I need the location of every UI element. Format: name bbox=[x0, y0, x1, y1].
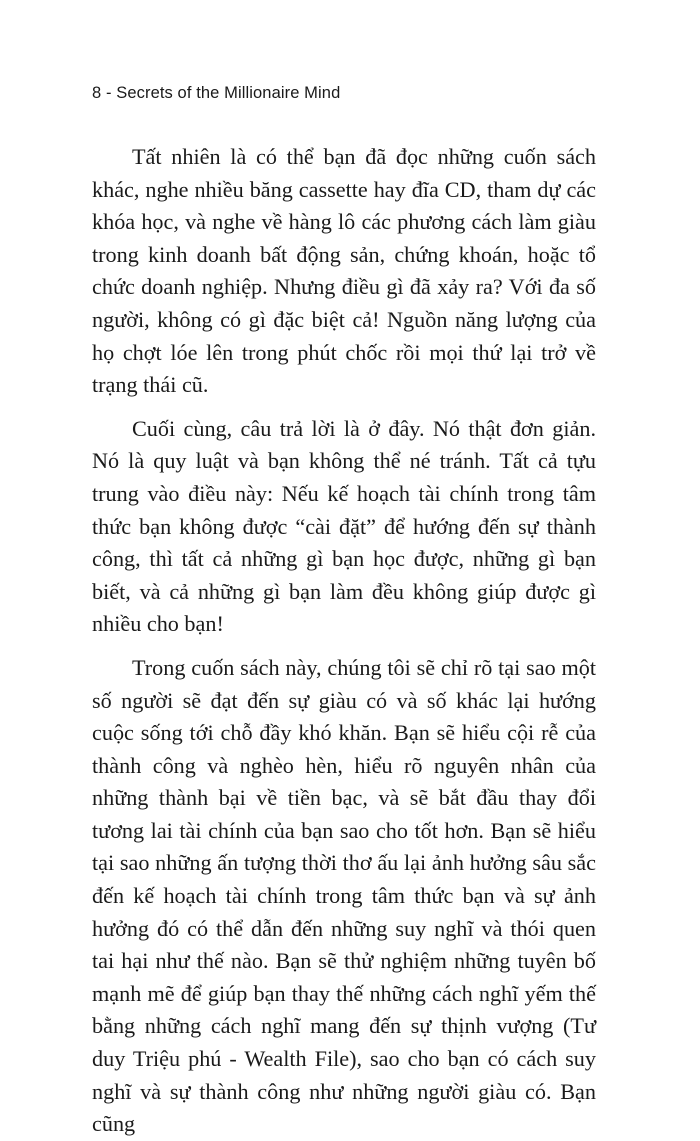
paragraph-2: Cuối cùng, câu trả lời là ở đây. Nó thật đơn giản. Nó là quy luật và bạn không thể né tránh. Tất cả tựu trung vào điều này: Nếu kế hoạch tài chính trong tâm thức bạn không được “cài đặt” để hướng đến sự thành công, thì tất cả những gì bạn học được, những gì bạn biết, và cả những gì bạn làm đều không giúp được gì nhiều cho bạn! bbox=[92, 415, 596, 637]
running-header: 8 - Secrets of the Millionaire Mind bbox=[92, 84, 341, 102]
paragraph-3: Trong cuốn sách này, chúng tôi sẽ chỉ rõ tại sao một số người sẽ đạt đến sự giàu có và số khác lại hướng cuộc sống tới chỗ đầy khó khăn. Bạn sẽ hiểu cội rễ của thành công và nghèo hèn, hiểu rõ nguyên nhân của những thành bại về tiền bạc, và sẽ bắt đầu thay đổi tương lai tài chính của bạn sao cho tốt hơn. Bạn sẽ hiểu tại sao những ấn tượng thời thơ ấu lại ảnh hưởng sâu sắc đến kế hoạch tài chính trong tâm thức bạn và sự ảnh hưởng đó có thể dẫn đến những suy nghĩ và thói quen tai hại như thế nào. Bạn sẽ thử nghiệm những tuyên bố mạnh mẽ để giúp bạn thay thế những cách nghĩ yếm thế bằng những cách nghĩ mang đến sự thịnh vượng (Tư duy Triệu phú - Wealth File), sao cho bạn có cách suy nghĩ và sự thành công như những người giàu có. Bạn cũng bbox=[92, 654, 596, 1137]
paragraph-1: Tất nhiên là có thể bạn đã đọc những cuốn sách khác, nghe nhiều băng cassette hay đĩa CD, tham dự các khóa học, và nghe về hàng lô các phương cách làm giàu trong kinh doanh bất động sản, chứng khoán, hoặc tổ chức doanh nghiệp. Nhưng điều gì đã xảy ra? Với đa số người, không có gì đặc biệt cả! Nguồn năng lượng của họ chợt lóe lên trong phút chốc rồi mọi thứ lại trở về trạng thái cũ. bbox=[92, 144, 596, 398]
body-text bbox=[92, 141, 596, 1141]
